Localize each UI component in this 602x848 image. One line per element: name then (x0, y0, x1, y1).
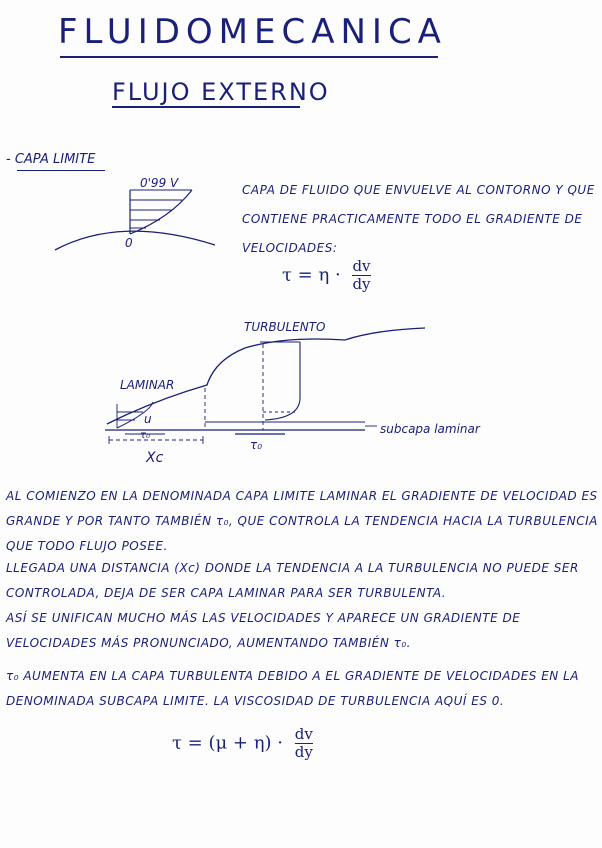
tau0-label: τ₀ (250, 438, 263, 452)
sublayer-label: subcapa laminar (380, 422, 480, 436)
paragraph-1: AL COMIENZO EN LA DENOMINADA CAPA LIMITE LAMINAR EL GRADIENTE DE VELOCIDAD ES GRANDE Y POR TANTO TAMBIÉN τ₀, QUE CONTROLA LA TENDENCIA HACIA LA TURBULENCIA QUE TODO FLUJO POSEE. (6, 489, 598, 553)
shear-formula-laminar (282, 258, 371, 293)
formula1-num: dv (352, 257, 371, 275)
formula2-lhs: τ = (μ + η) · (172, 732, 283, 754)
title-underline (60, 56, 438, 58)
subtitle-underline (112, 106, 300, 108)
transition-diagram (95, 320, 495, 470)
page-title: FLUIDOMECANICA (58, 12, 447, 52)
laminar-label: LAMINAR (120, 378, 175, 392)
formula2-den: dy (294, 743, 313, 761)
shear-formula-turbulent (172, 726, 313, 761)
paragraph-2: LLEGADA UNA DISTANCIA (Xc) DONDE LA TENDENCIA A LA TURBULENCIA NO PUEDE SER CONTROLADA, DEJA DE SER CAPA LAMINAR PARA SER TURBULENTA. (6, 561, 579, 600)
formula1-den: dy (352, 275, 371, 293)
u-label: u (144, 412, 152, 426)
paragraph-3: ASÍ SE UNIFICAN MUCHO MÁS LAS VELOCIDADES Y APARECE UN GRADIENTE DE VELOCIDADES MÁS PRONUNCIADO, AUMENTANDO TAMBIÉN τ₀. (6, 611, 521, 650)
definition-text: CAPA DE FLUIDO QUE ENVUELVE AL CONTORNO Y QUE CONTIENE PRACTICAMENTE TODO EL GRADIENTE DE VELOCIDADES: (242, 183, 595, 255)
xc-label: Xc (146, 450, 164, 466)
page-subtitle: FLUJO EXTERNO (112, 78, 330, 106)
turbulent-label: TURBULENTO (244, 320, 326, 334)
section-heading: - CAPA LIMITE (6, 152, 96, 167)
formula2-fraction (295, 726, 313, 761)
paragraph-4: τ₀ AUMENTA EN LA CAPA TURBULENTA DEBIDO A EL GRADIENTE DE VELOCIDADES EN LA DENOMINADA SUBCAPA LIMITE. LA VISCOSIDAD DE TURBULENCIA AQUÍ ES 0. (6, 669, 579, 708)
velocity-099v-label: 0'99 V (140, 176, 179, 190)
formula2-num: dv (294, 725, 313, 743)
origin-label: 0 (125, 236, 133, 250)
formula1-lhs: τ = η · (282, 264, 341, 286)
formula1-fraction (352, 258, 370, 293)
tau-small-label: τ₀ (140, 430, 151, 441)
